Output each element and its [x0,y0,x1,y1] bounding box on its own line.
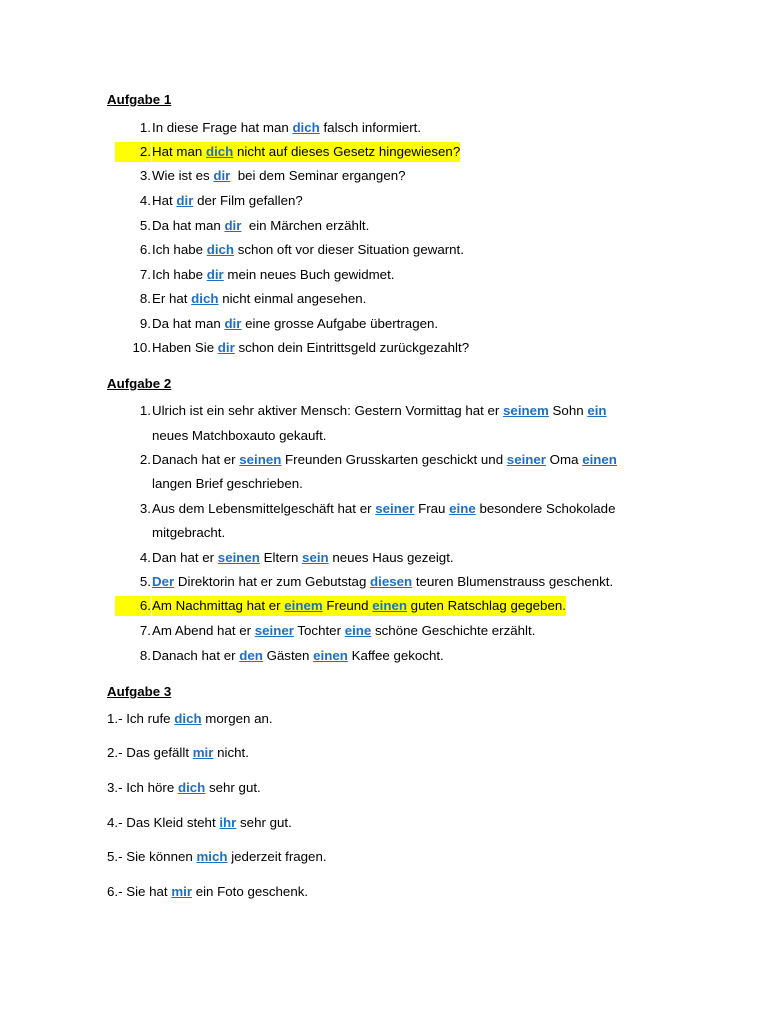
answer-word: dich [205,144,234,159]
aufgabe-3-item-6: 6.- Sie hat mir ein Foto geschenk. [107,884,309,899]
document-page: Aufgabe 1 1. In diese Frage hat man dich falsch informiert. 2. Hat man dich nicht auf dieses Gesetz hingewiesen? 3. Wie ist es dir bei dem Seminar ergangen? 4. Hat dir der Film gefallen? 5. Da hat man dir ein Märchen erzählt. 6. Ich habe dich schon oft vor dieser Situation gewarnt. 7. Ich habe dir mein neues Buch gewidmet. 8. Er hat dich nicht einmal angesehen. 9. Da hat man dir eine grosse Aufgabe übertragen. 10. Haben Sie dir schon dein Eintrittsgeld zurückgezahlt? Aufgabe 2 1. Ulrich ist ein sehr aktiver Mensch: Gestern Vormittag hat er seinem Sohn ein neues Matchboxauto gekauft. 2. Danach hat er seinen Freunden Grusskarten geschickt und seiner Oma einen langen Brief geschrieben. 3. Aus dem Lebensmittelgeschäft hat er seiner Frau eine besondere Schokolade mitgebracht. 4. Dan hat er seinen Eltern sein neues Haus gezeigt. 5. Der Direktorin hat er zum Gebutstag diesen teuren Blumenstrauss geschenkt. 6. Am Nachmittag hat er einem Freund einen guten Ratschlag gegeben. 7. Am Abend hat er seiner Tochter eine schöne Geschichte erzählt. 8. Danach hat er den Gästen einen Kaffee gekocht. Aufgabe 3 1.- Ich rufe dich morgen an. 2.- Das gefällt mir nicht. 3.- Ich höre dich sehr gut. 4.- Das Kleid steht ihr sehr gut. 5.- Sie können mich jederzeit fragen. 6.- Sie hat mir ein Foto geschenk. [0,0,768,1024]
answer-word: mir [192,745,214,760]
answer-word: seinen [217,550,260,565]
answer-word: einen [313,648,348,663]
answer-word: dich [206,242,235,257]
answer-word: diesen [370,574,413,589]
answer-word: den [239,648,263,663]
answer-word: dir [224,218,242,233]
answer-word: dir [206,267,224,282]
aufgabe-2-item-1-continuation: neues Matchboxauto gekauft. [152,428,327,443]
aufgabe-3-item-3: 3.- Ich höre dich sehr gut. [107,780,261,795]
answer-word: sein [302,550,329,565]
answer-word: ihr [219,815,237,830]
aufgabe-3-item-1: 1.- Ich rufe dich morgen an. [107,711,273,726]
answer-word: eine [449,501,476,516]
answer-word: seinem [503,403,549,418]
answer-word: dich [177,780,206,795]
answer-word: seiner [506,452,546,467]
answer-word: einen [372,598,407,613]
answer-word: dich [191,291,219,306]
answer-word: eine [344,623,372,638]
answer-word: mir [171,884,193,899]
answer-word: seiner [375,501,415,516]
aufgabe-2-item-3-continuation: mitgebracht. [152,525,226,540]
answer-word: dich [174,711,202,726]
answer-word: ein [587,403,607,418]
aufgabe-3-heading: Aufgabe 3 [107,684,172,699]
aufgabe-2-heading: Aufgabe 2 [107,376,172,391]
aufgabe-3-item-2: 2.- Das gefällt mir nicht. [107,745,249,760]
answer-word: mich [196,849,228,864]
answer-word: dir [213,168,231,183]
answer-word: seiner [254,623,294,638]
answer-word: einen [582,452,617,467]
answer-word: einem [284,598,323,613]
aufgabe-3-item-4: 4.- Das Kleid steht ihr sehr gut. [107,815,292,830]
answer-word: Der [152,574,175,589]
aufgabe-1-heading: Aufgabe 1 [107,92,172,107]
answer-word: dir [224,316,242,331]
aufgabe-3-item-5: 5.- Sie können mich jederzeit fragen. [107,849,327,864]
answer-word: dich [292,120,320,135]
answer-word: dir [217,340,235,355]
aufgabe-2-item-2-continuation: langen Brief geschrieben. [152,476,303,491]
answer-word: dir [176,193,194,208]
answer-word: seinen [239,452,282,467]
